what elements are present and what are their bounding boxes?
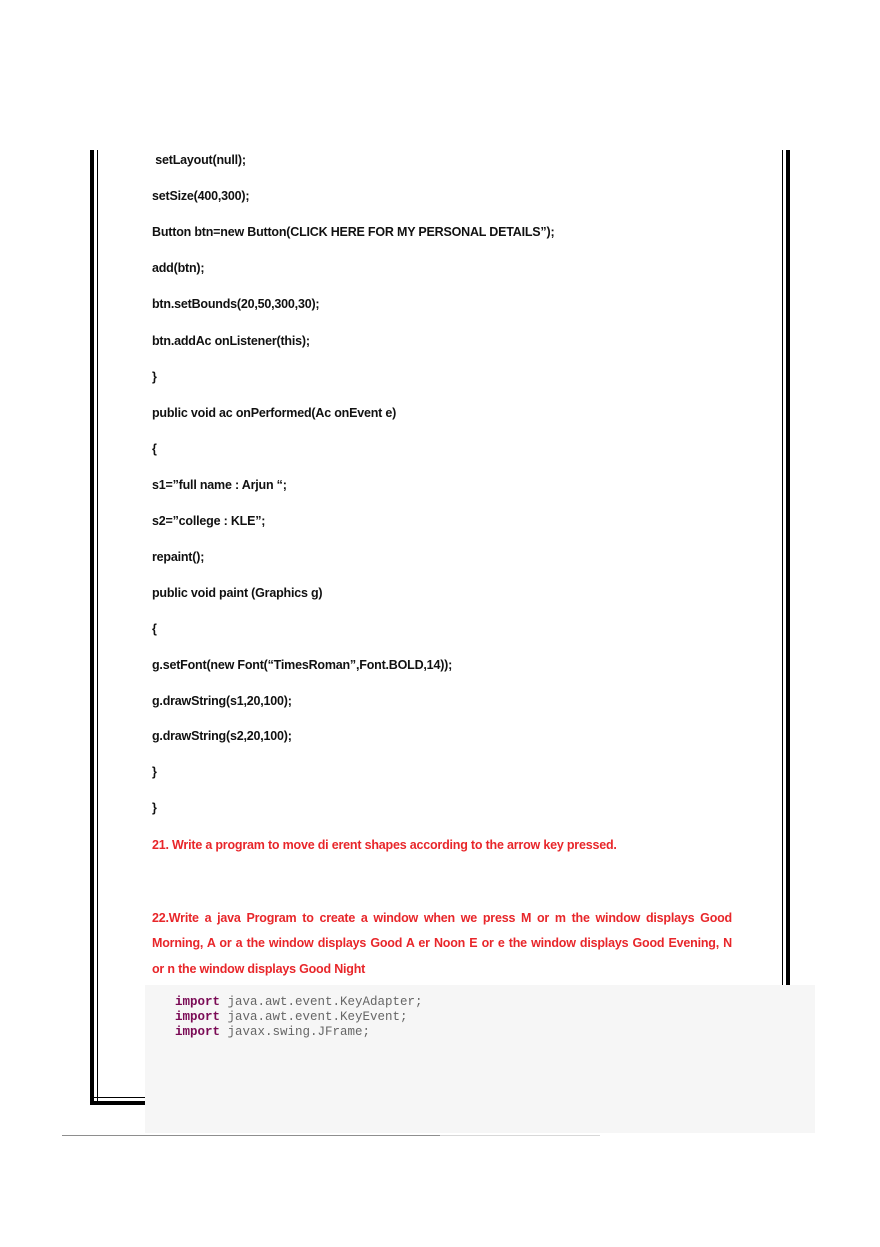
question-22-line: 22.Write a java Program to create a window when we press M or m the window displays Good [152,911,732,925]
code-line: } [152,765,157,779]
code-line: public void ac onPerformed(Ac onEvent e) [152,406,397,420]
code-line: { [152,442,157,456]
footer-divider-faint [440,1135,600,1136]
code-line: setSize(400,300); [152,189,250,203]
import-keyword: import [175,995,221,1009]
import-statement [175,995,423,1009]
code-line: add(btn); [152,261,205,275]
code-line: g.drawString(s2,20,100); [152,729,292,743]
code-line: s2=”college : KLE”; [152,514,266,528]
border-left-inner [97,150,98,1105]
code-line: } [152,801,157,815]
code-line: btn.setBounds(20,50,300,30); [152,297,320,311]
code-line: btn.addAc onListener(this); [152,334,310,348]
question-21: 21. Write a program to move di erent shapes according to the arrow key pressed. [152,838,617,852]
code-line: } [152,370,157,384]
import-path: java.awt.event.KeyAdapter; [227,995,423,1009]
import-keyword: import [175,1010,221,1024]
import-statement [175,1010,408,1024]
import-path: javax.swing.JFrame; [227,1025,371,1039]
code-line: g.setFont(new Font(“TimesRoman”,Font.BOLD,14)); [152,658,453,672]
border-left [90,150,94,1105]
code-line: setLayout(null); [152,153,246,167]
import-keyword: import [175,1025,221,1039]
code-line: repaint(); [152,550,205,564]
import-statement [175,1025,370,1039]
code-line: Button btn=new Button(CLICK HERE FOR MY PERSONAL DETAILS”); [152,225,555,239]
code-line: g.drawString(s1,20,100); [152,694,292,708]
code-line: s1=”full name : Arjun “; [152,478,287,492]
border-right [786,150,790,1105]
border-right-inner [782,150,783,1105]
import-path: java.awt.event.KeyEvent; [227,1010,408,1024]
code-line: { [152,622,157,636]
question-22-line: or n the window displays Good Night [152,962,366,976]
footer-divider [62,1135,440,1136]
code-line: public void paint (Graphics g) [152,586,323,600]
question-22-line: Morning, A or a the window displays Good A er Noon E or e the window displays Good Evening, N [152,936,732,950]
